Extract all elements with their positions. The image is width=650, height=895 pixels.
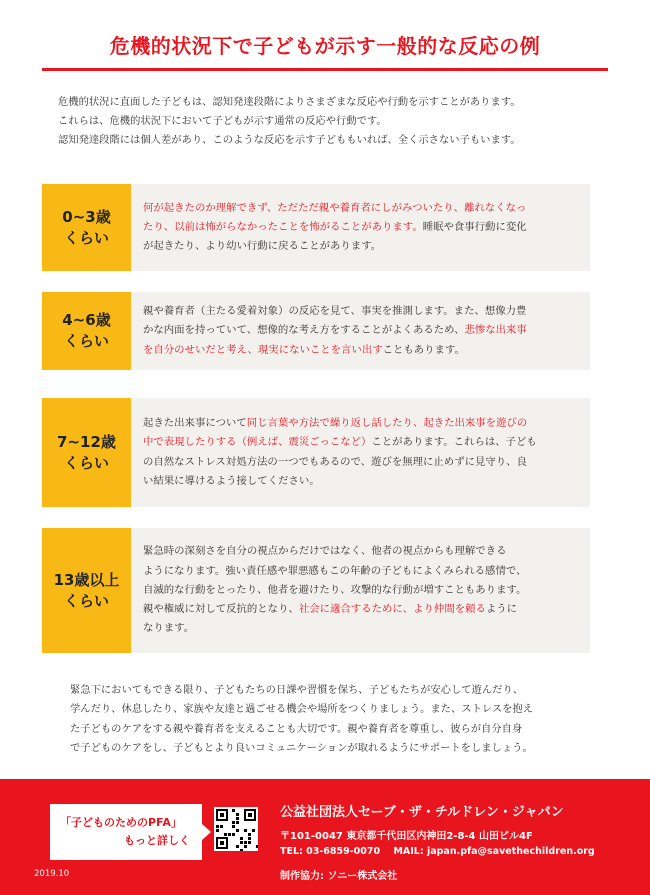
highlighted-text: 社会に適合するために、より仲間を頼る: [298, 603, 486, 616]
organization-name: 公益社団法人セーブ・ザ・チルドレン・ジャパン: [280, 805, 564, 820]
closing-line: た子どものケアをする親や養育者を支えることも大切です。親や養育者を尊重し、彼らが自分自身: [70, 722, 523, 735]
highlighted-text: たり、以前は怖がらなかったことを怖がることがあります。: [143, 220, 423, 233]
body-text: 自滅的な行動をとったり、他者を避けたり、攻撃的な行動が増すこともあります。: [143, 583, 527, 596]
closing-line: 学んだり、休息したり、家族や友達と過ごせる機会や場所をつくりましょう。また、ストレスを抱え: [70, 703, 534, 716]
description-line: [143, 237, 576, 256]
body-text: ことがあります。これらは、子ども: [371, 436, 537, 449]
body-text: 起きた出来事について: [143, 417, 247, 430]
age-range: 13歳以上: [53, 570, 120, 589]
age-suffix: くらい: [63, 332, 109, 350]
intro-line: 危機的状況に直面した子どもは、認知発達段階によりさまざまな反応や行動を示すことがあります。: [58, 96, 521, 108]
description-line: [143, 581, 576, 600]
age-description: [131, 184, 590, 271]
email-address[interactable]: MAIL: japan.pfa@savethechildren.org: [393, 846, 595, 857]
age-description: [131, 528, 590, 653]
title-divider: [42, 68, 608, 71]
closing-line: で子どものケアをし、子どもとより良いコミュニケーションが取れるようにサポートをしましょう。: [70, 742, 533, 755]
intro-text: [58, 93, 598, 150]
description-line: [143, 472, 576, 491]
description-line: [143, 453, 576, 472]
qr-code-icon[interactable]: [214, 807, 258, 851]
age-label-box: [42, 292, 131, 370]
body-text: こともあります。: [382, 343, 465, 356]
age-label-box: [42, 184, 131, 271]
description-line: [143, 321, 576, 340]
arrow-right-icon: [202, 824, 211, 840]
age-label-box: [42, 398, 131, 507]
closing-line: 緊急下においてもできる限り、子どもたちの日課や習慣を保ち、子どもたちが安心して遊んだり、: [70, 684, 524, 696]
body-text: なります。: [143, 622, 195, 635]
page-title: 危機的状況下で子どもが示す一般的な反応の例: [109, 34, 541, 58]
description-line: [143, 302, 576, 321]
description-line: [143, 562, 576, 581]
age-description: [131, 398, 590, 507]
description-line: [143, 600, 576, 619]
description-line: [143, 619, 576, 638]
age-range: 7~12歳: [57, 432, 116, 451]
highlighted-text: 同じ言葉や方法で繰り返し話したり、起きた出来事を遊びの: [246, 417, 528, 430]
description-line: [143, 414, 576, 433]
body-text: かな内面を持っていて、想像的な考え方をすることがよくあるため、: [143, 324, 465, 337]
pfa-link-title: 「子どものためのPFA」: [60, 816, 182, 829]
body-text: 緊急時の深刻さを自分の視点からだけではなく、他者の視点からも理解できる: [143, 545, 507, 558]
body-text: 睡眠や食事行動に変化: [422, 220, 527, 233]
description-line: [143, 218, 576, 237]
age-card-0-3: [42, 184, 590, 271]
highlighted-text: 何が起きたのか理解できず、ただただ親や養育者にしがみついたり、離れなくなっ: [143, 201, 527, 214]
body-text: ようになります。強い責任感や罪悪感もこの年齢の子どもによくみられる感情で、: [143, 564, 527, 577]
pfa-link-subtitle: もっと詳しく: [124, 834, 190, 847]
closing-text: [70, 681, 590, 759]
age-range: 0~3歳: [62, 207, 111, 226]
body-text: い結果に導けるよう接してください。: [143, 474, 320, 487]
intro-line: 認知発達段階には個人差があり、このような反応を示す子どももいれば、全く示さない子もいます。: [58, 134, 521, 146]
production-credit: 制作協力: ソニー株式会社: [280, 871, 398, 882]
intro-line: これらは、危機的状況下において子どもが示す通常の反応や行動です。: [58, 115, 387, 127]
highlighted-text: 悲惨な出来事: [464, 324, 527, 337]
description-line: [143, 542, 576, 561]
phone-number: TEL: 03-6859-0070: [280, 846, 381, 857]
age-card-4-6: [42, 292, 590, 370]
body-text: 親や養育者（主たる愛着対象）の反応を見て、事実を推測します。また、想像力豊: [143, 305, 527, 318]
description-line: [143, 341, 576, 360]
highlighted-text: を自分のせいだと考え、現実にないことを言い出す: [143, 343, 383, 356]
body-text: ように: [485, 603, 518, 616]
description-line: [143, 433, 576, 452]
organization-address: 〒101-0047 東京都千代田区内神田2-8-4 山田ビル4F: [280, 831, 533, 842]
body-text: が起きたり、より幼い行動に戻ることがあります。: [143, 240, 382, 253]
publication-date: 2019.10: [34, 869, 70, 879]
age-suffix: くらい: [63, 228, 109, 247]
body-text: 親や権威に対して反抗的となり、: [143, 603, 299, 616]
age-range: 4~6歳: [62, 311, 111, 329]
body-text: の自然なストレス対処方法の一つでもあるので、遊びを無理に止めずに見守り、良: [143, 455, 527, 468]
age-suffix: くらい: [63, 591, 109, 610]
age-label-box: [42, 528, 131, 653]
age-card-7-12: [42, 398, 590, 507]
description-line: [143, 199, 576, 218]
footer-band: [0, 779, 650, 895]
age-description: [131, 292, 590, 370]
contact-info: [280, 846, 605, 857]
pfa-link-box[interactable]: [50, 804, 202, 860]
highlighted-text: 中で表現したりする（例えば、震災ごっこなど）: [143, 436, 372, 449]
age-suffix: くらい: [63, 453, 109, 472]
age-card-13-plus: [42, 528, 590, 653]
